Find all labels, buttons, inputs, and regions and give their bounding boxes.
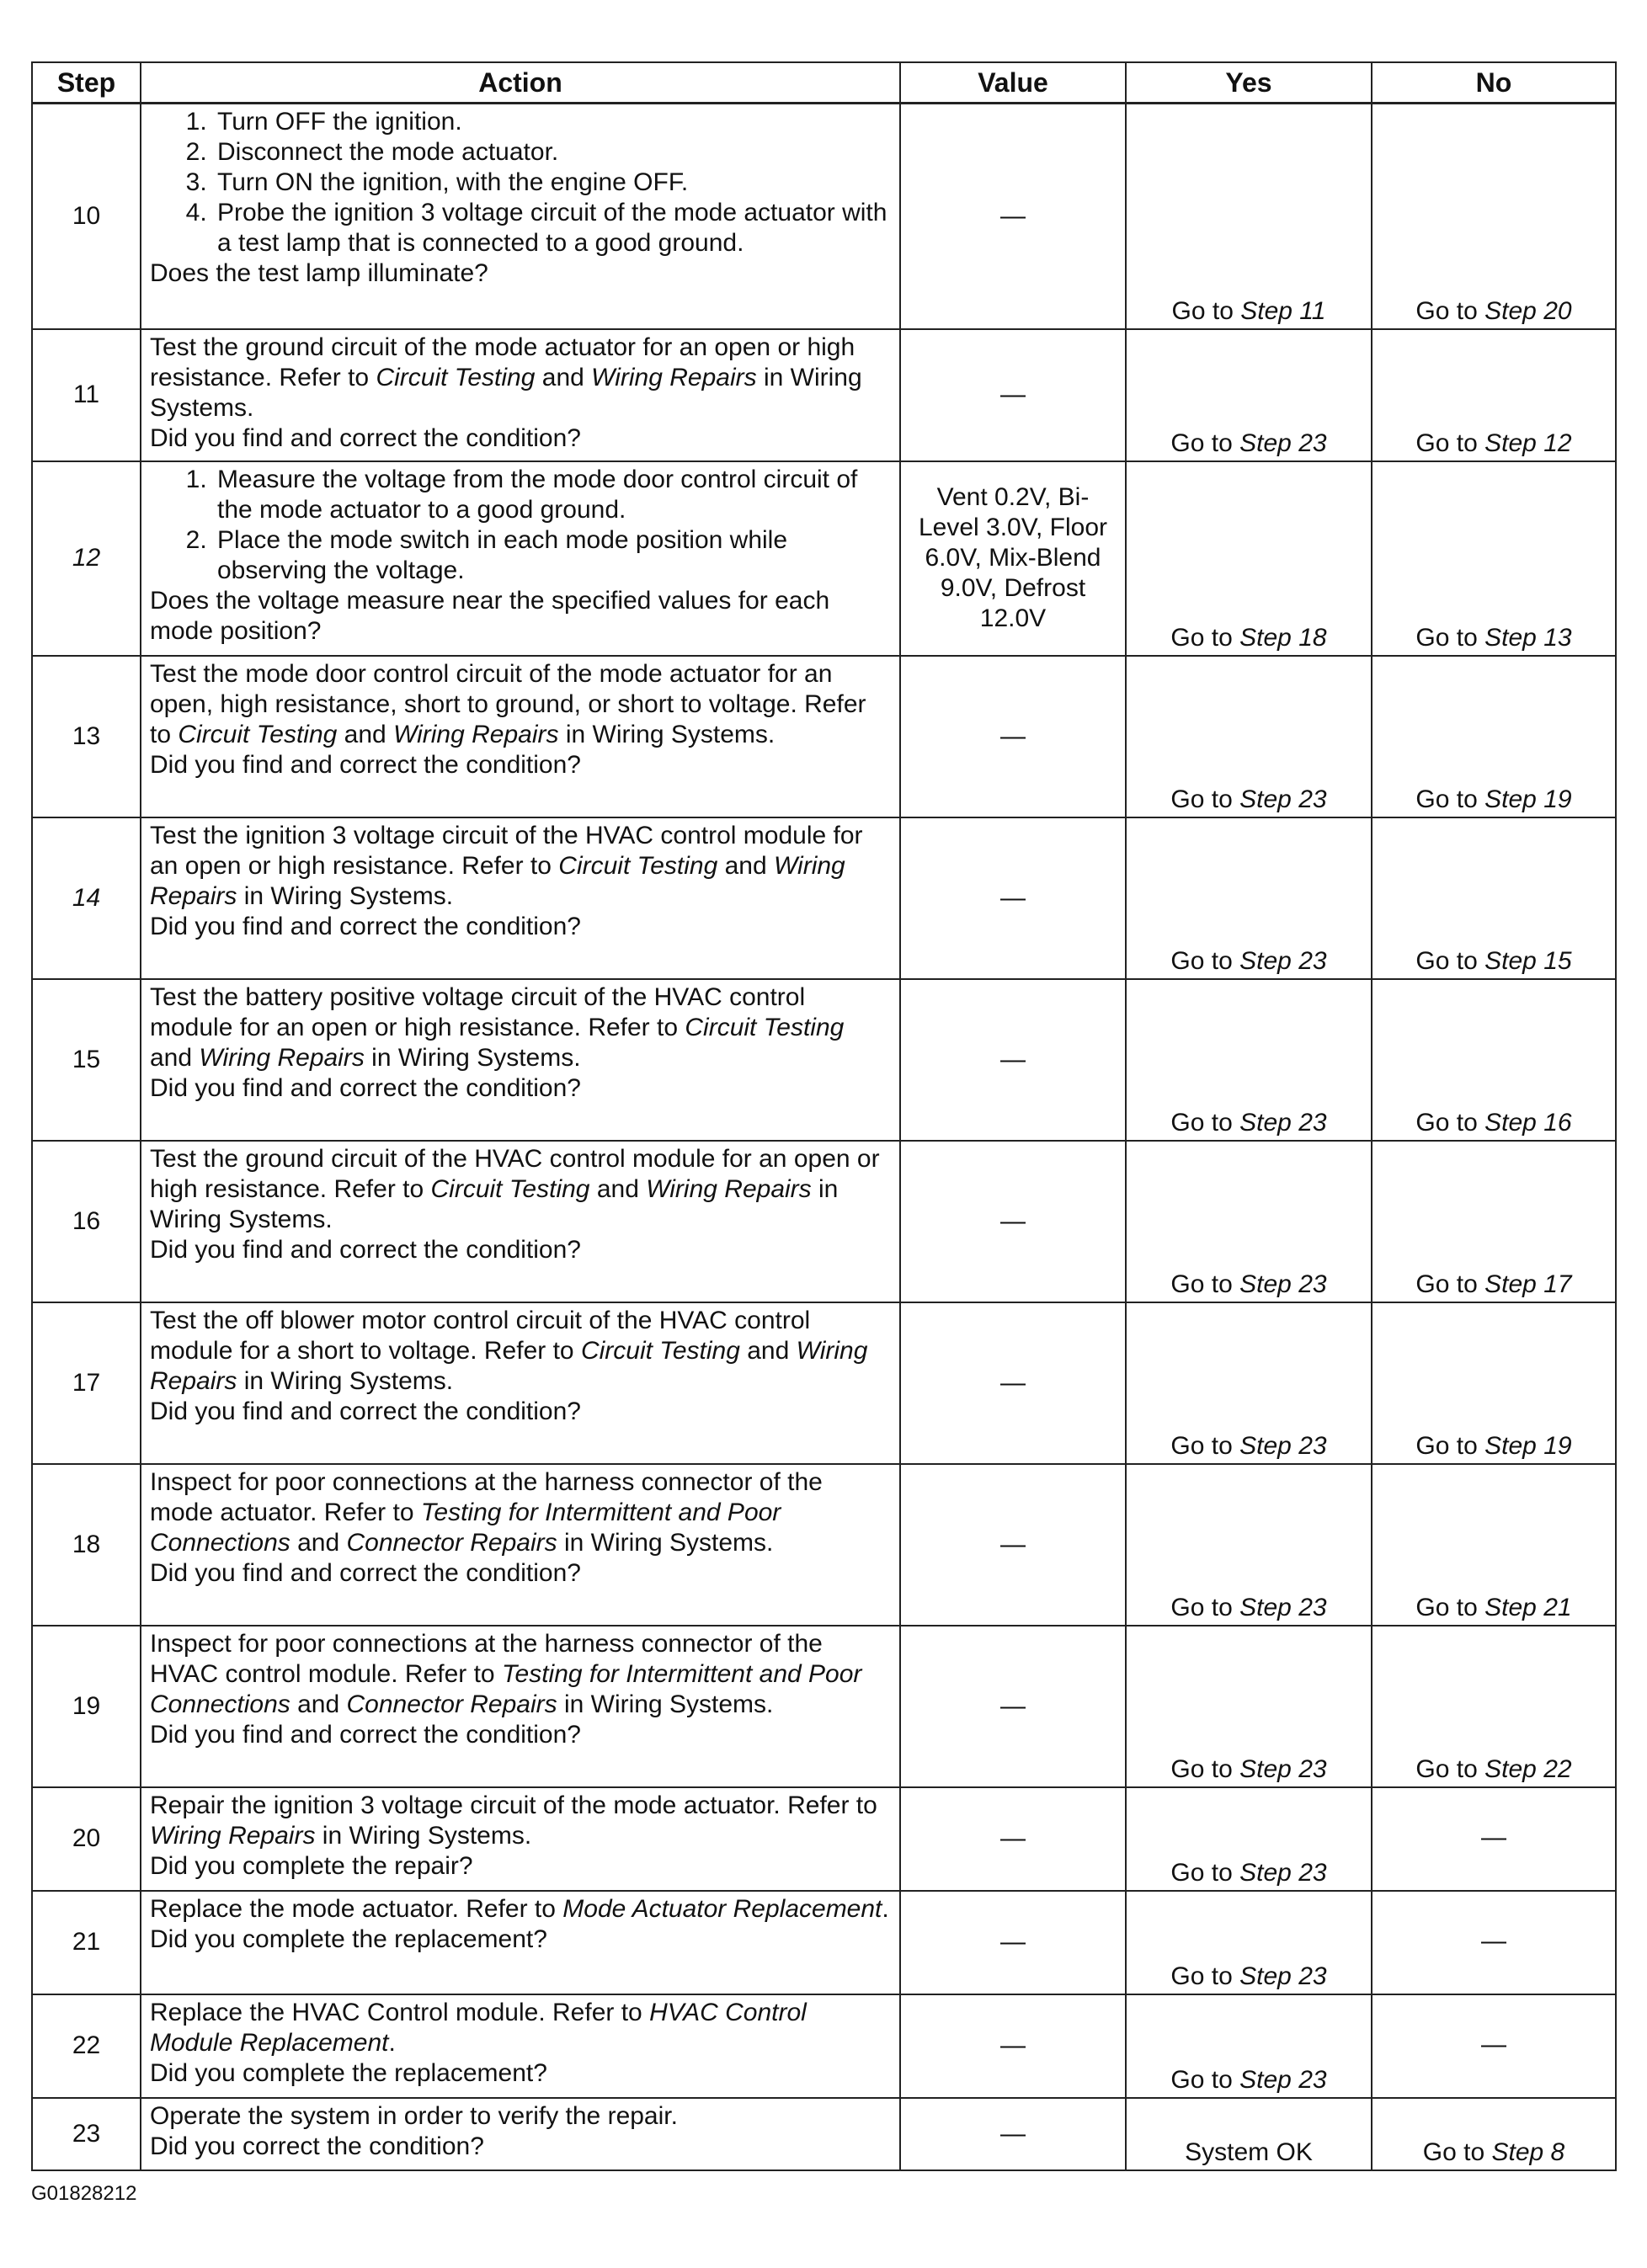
- table-row: [32, 656, 1616, 817]
- value-cell: —: [900, 979, 1126, 1141]
- action-cell: [141, 461, 900, 656]
- action-text: and: [739, 1336, 797, 1365]
- action-cell: [141, 329, 900, 461]
- table-row: [32, 461, 1616, 656]
- goto-text: Go to: [1415, 1593, 1485, 1621]
- value-cell: —: [900, 1891, 1126, 1994]
- reference-text: Mode Actuator Replacement: [562, 1894, 882, 1923]
- goto-text: Go to: [1415, 1270, 1485, 1298]
- table-row: [32, 979, 1616, 1141]
- action-text: Inspect for poor connections at the harness connector of the HVAC control module. Refer to: [150, 1629, 823, 1688]
- goto-text: Go to: [1170, 1270, 1240, 1298]
- yes-cell: [1126, 1626, 1372, 1787]
- action-text: and: [535, 363, 592, 391]
- table-row: [32, 1787, 1616, 1891]
- action-text: in Wiring Systems.: [237, 881, 454, 910]
- step-number: 12: [32, 461, 141, 656]
- goto-text: Go to: [1170, 2065, 1240, 2094]
- action-instruction: [150, 1144, 891, 1235]
- reference-text: Circuit Testing: [685, 1013, 845, 1041]
- no-cell: [1372, 1626, 1616, 1787]
- yes-cell: [1126, 979, 1372, 1141]
- goto-text: Go to: [1170, 1754, 1240, 1783]
- action-question: Did you complete the replacement?: [150, 2058, 547, 2087]
- table-row: [32, 817, 1616, 979]
- step-number: 14: [32, 817, 141, 979]
- action-text: .: [882, 1894, 889, 1923]
- table-row: [32, 329, 1616, 461]
- action-cell: [141, 104, 900, 329]
- step-number: 20: [32, 1787, 141, 1891]
- action-text: and: [150, 1043, 200, 1072]
- reference-text: Wiring Repairs: [393, 720, 559, 748]
- step-number: 16: [32, 1141, 141, 1302]
- goto-text: Go to: [1170, 1108, 1240, 1137]
- yes-cell: [1126, 817, 1372, 979]
- action-cell: [141, 2098, 900, 2170]
- step-reference: Step 8: [1491, 2138, 1565, 2166]
- action-question: Did you complete the repair?: [150, 1851, 473, 1880]
- action-question: Did you find and correct the condition?: [150, 1720, 581, 1749]
- no-cell: [1372, 1302, 1616, 1464]
- step-reference: Step 23: [1239, 1858, 1327, 1887]
- table-body: [32, 104, 1616, 2170]
- reference-text: Wiring Repairs: [150, 1336, 868, 1395]
- reference-text: Wiring Repairs: [591, 363, 757, 391]
- step-number: 18: [32, 1464, 141, 1626]
- value-cell: —: [900, 1141, 1126, 1302]
- goto-text: Go to: [1170, 1962, 1240, 1990]
- action-text: Repair the ignition 3 voltage circuit of the mode actuator. Refer to: [150, 1791, 877, 1819]
- value-cell: —: [900, 104, 1126, 329]
- reference-text: Connector Repairs: [346, 1690, 557, 1718]
- header-yes: Yes: [1126, 62, 1372, 104]
- step-number: 17: [32, 1302, 141, 1464]
- step-number: 19: [32, 1626, 141, 1787]
- action-cell: [141, 1787, 900, 1891]
- header-row: [32, 62, 1616, 104]
- action-steps-list: [150, 465, 891, 586]
- no-cell: [1372, 461, 1616, 656]
- action-text: Test the mode door control circuit of the mode actuator for an open, high resistance, short to ground, or short to voltage. Refer to: [150, 659, 866, 748]
- action-step: 2. Disconnect the mode actuator.: [214, 137, 891, 168]
- action-question: Did you find and correct the condition?: [150, 1558, 581, 1587]
- no-cell: [1372, 656, 1616, 817]
- value-cell: —: [900, 656, 1126, 817]
- no-cell: [1372, 1141, 1616, 1302]
- reference-text: Testing for Intermittent and Poor Connections: [150, 1659, 862, 1718]
- action-text: Test the battery positive voltage circuit of the HVAC control module for an open or high resistance. Refer to: [150, 982, 806, 1041]
- goto-text: System OK: [1185, 2138, 1313, 2166]
- yes-cell: [1126, 1891, 1372, 1994]
- step-reference: Step 19: [1484, 785, 1572, 813]
- action-text: in Wiring Systems.: [557, 1690, 774, 1718]
- action-step: 1. Measure the voltage from the mode door control circuit of the mode actuator to a good ground.: [214, 465, 891, 525]
- goto-text: Go to: [1170, 1858, 1240, 1887]
- yes-cell: [1126, 461, 1372, 656]
- action-step: 1. Turn OFF the ignition.: [214, 107, 891, 137]
- reference-text: Testing for Intermittent and Poor Connections: [150, 1498, 781, 1557]
- step-reference: Step 18: [1239, 623, 1327, 652]
- no-cell: [1372, 1787, 1616, 1891]
- action-cell: [141, 1141, 900, 1302]
- action-cell: [141, 1302, 900, 1464]
- action-text: in Wiring Systems.: [237, 1366, 454, 1395]
- table-row: [32, 1891, 1616, 1994]
- goto-text: Go to: [1170, 946, 1240, 975]
- reference-text: Circuit Testing: [580, 1336, 740, 1365]
- header-no: No: [1372, 62, 1616, 104]
- step-reference: Step 19: [1484, 1431, 1572, 1460]
- step-reference: Step 22: [1484, 1754, 1572, 1783]
- no-cell: [1372, 104, 1616, 329]
- action-instruction: [150, 659, 891, 750]
- step-reference: Step 23: [1239, 785, 1327, 813]
- value-cell: —: [900, 817, 1126, 979]
- goto-text: Go to: [1170, 623, 1240, 652]
- step-reference: Step 15: [1484, 946, 1572, 975]
- value-cell: —: [900, 1994, 1126, 2098]
- yes-cell: [1126, 1141, 1372, 1302]
- action-text: in Wiring Systems.: [558, 720, 776, 748]
- action-text: and: [717, 851, 774, 880]
- table-row: [32, 1626, 1616, 1787]
- action-text: Replace the HVAC Control module. Refer to: [150, 1998, 650, 2026]
- action-text: in Wiring Systems.: [364, 1043, 581, 1072]
- step-reference: Step 17: [1484, 1270, 1572, 1298]
- goto-text: Go to: [1422, 2138, 1492, 2166]
- action-cell: [141, 1626, 900, 1787]
- goto-text: —: [1481, 1823, 1506, 1851]
- action-cell: [141, 1994, 900, 2098]
- action-text: and: [589, 1174, 647, 1203]
- action-steps-list: [150, 107, 891, 258]
- goto-text: —: [1481, 2031, 1506, 2058]
- step-reference: Step 23: [1239, 1270, 1327, 1298]
- header-value: Value: [900, 62, 1126, 104]
- goto-text: Go to: [1170, 1593, 1240, 1621]
- step-reference: Step 23: [1239, 1593, 1327, 1621]
- no-cell: [1372, 979, 1616, 1141]
- action-instruction: [150, 1629, 891, 1720]
- action-question: Does the test lamp illuminate?: [150, 259, 488, 287]
- goto-text: Go to: [1415, 1431, 1485, 1460]
- action-instruction: [150, 1306, 891, 1397]
- goto-text: Go to: [1170, 429, 1240, 457]
- step-reference: Step 23: [1239, 1431, 1327, 1460]
- goto-text: Go to: [1170, 785, 1240, 813]
- action-cell: [141, 1464, 900, 1626]
- action-cell: [141, 656, 900, 817]
- value-cell: Vent 0.2V, Bi-Level 3.0V, Floor 6.0V, Mix-Blend 9.0V, Defrost 12.0V: [900, 461, 1126, 656]
- action-question: Did you complete the replacement?: [150, 1925, 547, 1953]
- action-instruction: [150, 2101, 891, 2132]
- reference-text: Wiring Repairs: [199, 1043, 365, 1072]
- goto-text: —: [1481, 1927, 1506, 1955]
- action-question: Did you find and correct the condition?: [150, 912, 581, 940]
- action-cell: [141, 1891, 900, 1994]
- reference-text: Wiring Repairs: [150, 1821, 316, 1850]
- yes-cell: [1126, 329, 1372, 461]
- table-row: [32, 1994, 1616, 2098]
- diagnostic-table: [31, 61, 1617, 2171]
- step-reference: Step 16: [1484, 1108, 1572, 1137]
- action-step: 2. Place the mode switch in each mode position while observing the voltage.: [214, 525, 891, 586]
- goto-text: Go to: [1415, 946, 1485, 975]
- reference-text: Wiring Repairs: [150, 851, 845, 910]
- no-cell: [1372, 1994, 1616, 2098]
- step-number: 11: [32, 329, 141, 461]
- yes-cell: [1126, 104, 1372, 329]
- step-reference: Step 23: [1239, 1108, 1327, 1137]
- yes-cell: [1126, 1994, 1372, 2098]
- value-cell: —: [900, 2098, 1126, 2170]
- action-text: in Wiring Systems.: [557, 1528, 774, 1557]
- reference-text: Circuit Testing: [558, 851, 718, 880]
- goto-text: Go to: [1415, 623, 1485, 652]
- action-instruction: [150, 1791, 891, 1851]
- yes-cell: [1126, 1302, 1372, 1464]
- step-reference: Step 23: [1239, 2065, 1327, 2094]
- action-text: Test the ignition 3 voltage circuit of the HVAC control module for an open or high resistance. Refer to: [150, 821, 863, 880]
- step-number: 21: [32, 1891, 141, 1994]
- action-step: 3. Turn ON the ignition, with the engine OFF.: [214, 168, 891, 198]
- reference-text: Circuit Testing: [430, 1174, 590, 1203]
- action-text: Replace the mode actuator. Refer to: [150, 1894, 563, 1923]
- goto-text: Go to: [1415, 785, 1485, 813]
- value-cell: —: [900, 1787, 1126, 1891]
- action-question: Does the voltage measure near the specified values for each mode position?: [150, 586, 830, 645]
- action-text: .: [388, 2028, 396, 2057]
- goto-text: Go to: [1415, 1754, 1485, 1783]
- action-text: and: [290, 1690, 347, 1718]
- no-cell: [1372, 1891, 1616, 1994]
- action-text: Test the ground circuit of the mode actuator for an open or high resistance. Refer to: [150, 333, 855, 391]
- action-instruction: [150, 982, 891, 1073]
- reference-text: Wiring Repairs: [646, 1174, 812, 1203]
- no-cell: [1372, 329, 1616, 461]
- step-number: 22: [32, 1994, 141, 2098]
- step-reference: Step 23: [1239, 429, 1327, 457]
- reference-text: Circuit Testing: [376, 363, 536, 391]
- header-step: Step: [32, 62, 141, 104]
- step-reference: Step 23: [1239, 1754, 1327, 1783]
- step-reference: Step 12: [1484, 429, 1572, 457]
- no-cell: [1372, 1464, 1616, 1626]
- table-row: [32, 1302, 1616, 1464]
- action-question: Did you find and correct the condition?: [150, 1397, 581, 1425]
- step-number: 10: [32, 104, 141, 329]
- value-cell: —: [900, 1464, 1126, 1626]
- value-cell: —: [900, 1626, 1126, 1787]
- yes-cell: [1126, 2098, 1372, 2170]
- goto-text: Go to: [1415, 296, 1485, 325]
- step-number: 23: [32, 2098, 141, 2170]
- reference-text: Circuit Testing: [178, 720, 338, 748]
- action-cell: [141, 817, 900, 979]
- reference-text: HVAC Control Module Replacement: [150, 1998, 807, 2057]
- action-question: Did you find and correct the condition?: [150, 1073, 581, 1102]
- goto-text: Go to: [1415, 1108, 1485, 1137]
- action-step: 4. Probe the ignition 3 voltage circuit of the mode actuator with a test lamp that is connected to a good ground.: [214, 198, 891, 258]
- action-text: in Wiring Systems.: [150, 1174, 839, 1233]
- action-instruction: [150, 333, 891, 423]
- action-question: Did you correct the condition?: [150, 2132, 484, 2160]
- step-reference: Step 11: [1240, 296, 1326, 325]
- goto-text: Go to: [1170, 1431, 1240, 1460]
- step-reference: Step 20: [1484, 296, 1572, 325]
- figure-id: G01828212: [31, 2182, 137, 2205]
- table-row: [32, 2098, 1616, 2170]
- action-instruction: [150, 821, 891, 912]
- action-instruction: [150, 1467, 891, 1558]
- action-instruction: [150, 1894, 891, 1925]
- goto-text: Go to: [1171, 296, 1241, 325]
- step-reference: Step 13: [1484, 623, 1572, 652]
- action-text: Operate the system in order to verify the repair.: [150, 2101, 678, 2130]
- step-reference: Step 23: [1239, 1962, 1327, 1990]
- goto-text: Go to: [1415, 429, 1485, 457]
- reference-text: Connector Repairs: [346, 1528, 557, 1557]
- table-row: [32, 1141, 1616, 1302]
- no-cell: [1372, 817, 1616, 979]
- value-cell: —: [900, 329, 1126, 461]
- action-text: in Wiring Systems.: [150, 363, 862, 422]
- action-question: Did you find and correct the condition?: [150, 423, 581, 452]
- value-cell: —: [900, 1302, 1126, 1464]
- step-number: 13: [32, 656, 141, 817]
- action-text: Test the off blower motor control circuit of the HVAC control module for a short to voltage. Refer to: [150, 1306, 811, 1365]
- table-row: [32, 1464, 1616, 1626]
- step-number: 15: [32, 979, 141, 1141]
- action-text: in Wiring Systems.: [315, 1821, 532, 1850]
- step-reference: Step 21: [1484, 1593, 1572, 1621]
- action-question: Did you find and correct the condition?: [150, 1235, 581, 1264]
- action-question: Did you find and correct the condition?: [150, 750, 581, 779]
- no-cell: [1372, 2098, 1616, 2170]
- action-cell: [141, 979, 900, 1141]
- action-text: and: [290, 1528, 347, 1557]
- header-action: Action: [141, 62, 900, 104]
- yes-cell: [1126, 1464, 1372, 1626]
- action-text: Inspect for poor connections at the harness connector of the mode actuator. Refer to: [150, 1467, 823, 1526]
- action-text: and: [337, 720, 394, 748]
- yes-cell: [1126, 1787, 1372, 1891]
- table-row: [32, 104, 1616, 329]
- yes-cell: [1126, 656, 1372, 817]
- action-instruction: [150, 1998, 891, 2058]
- step-reference: Step 23: [1239, 946, 1327, 975]
- action-text: Test the ground circuit of the HVAC control module for an open or high resistance. Refer to: [150, 1144, 880, 1203]
